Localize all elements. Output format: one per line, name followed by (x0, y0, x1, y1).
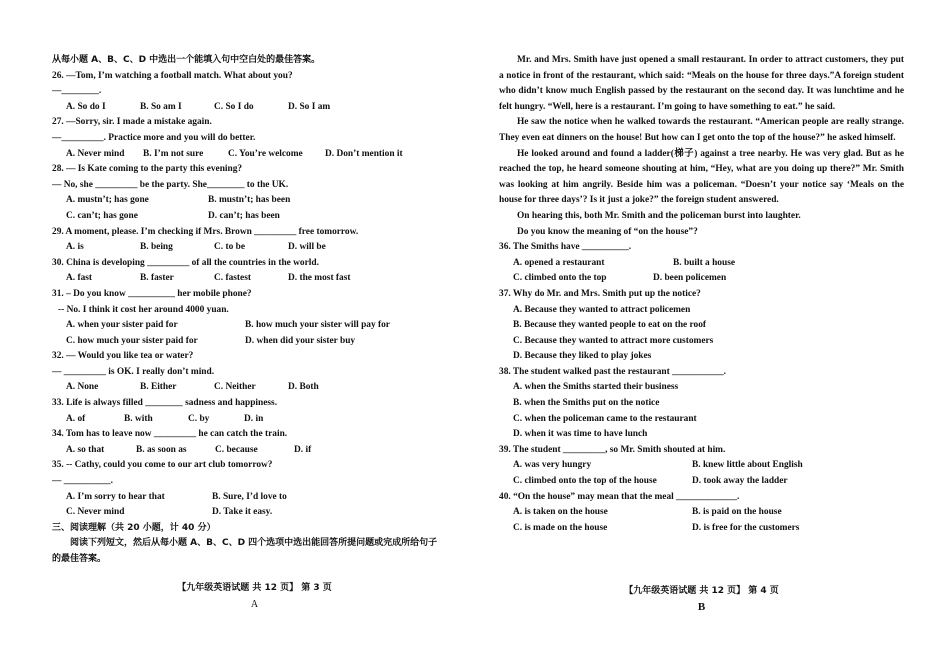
question-27-blank: —_________. Practice more and you will do better. (52, 132, 256, 143)
page-footer-4: 【九年级英语试题 共 12 页】 第 4 页 (624, 586, 779, 596)
question-40-options-row2 (499, 521, 904, 537)
question-35-stem: 35. -- Cathy, could you come to our art club tomorrow? (52, 460, 273, 471)
question-34-options (52, 443, 457, 459)
option-d: D. Because they liked to play jokes (513, 351, 652, 362)
question-36-stem: 36. The Smiths have __________. (499, 242, 632, 253)
option-c: C. by (188, 413, 210, 424)
option-c: C. because (215, 444, 258, 455)
option-b: B. knew little about English (692, 460, 803, 471)
option-d: D. took away the ladder (692, 476, 788, 487)
question-29-options (52, 240, 457, 256)
option-b: B. faster (140, 273, 174, 284)
question-27-options (52, 147, 457, 163)
question-39-options-row2 (499, 474, 904, 490)
question-36-options-row1 (499, 256, 904, 272)
option-c: C. is made on the house (513, 522, 608, 533)
question-37-stem: 37. Why do Mr. and Mrs. Smith put up the notice? (499, 288, 701, 299)
question-26-blank: —________. (52, 86, 102, 97)
question-39-stem: 39. The student _________, so Mr. Smith shouted at him. (499, 444, 726, 455)
question-28-line2: — No, she _________ be the party. She________ to the UK. (52, 179, 289, 190)
right-column (499, 53, 904, 536)
question-33-stem: 33. Life is always filled ________ sadness and happiness. (52, 398, 278, 409)
question-39-options-row1 (499, 458, 904, 474)
question-33-options (52, 412, 457, 428)
question-26-stem: 26. —Tom, I’m watching a football match. What about you? (52, 70, 293, 81)
question-35-options-row1 (52, 490, 457, 506)
option-a: A. is (66, 242, 84, 253)
question-30-stem: 30. China is developing _________ of all the countries in the world. (52, 257, 319, 268)
option-a: A. when the Smiths started their business (513, 382, 679, 393)
option-d: D. will be (288, 242, 326, 253)
option-b: B. mustn’t; has been (208, 195, 291, 206)
option-b: B. is paid on the house (692, 507, 782, 518)
option-a: A. I’m sorry to hear that (66, 491, 165, 502)
question-31-stem: 31. – Do you know __________ her mobile phone? (52, 288, 252, 299)
option-b: B. Sure, I’d love to (212, 491, 287, 502)
option-c: C. You’re welcome (228, 148, 303, 159)
option-a: A. was very hungry (513, 460, 592, 471)
option-b: B. Because they wanted people to eat on the roof (513, 320, 707, 331)
left-column (52, 53, 457, 568)
option-c: C. climbed onto the top (513, 273, 607, 284)
option-d: D. Take it easy. (212, 507, 273, 518)
option-d: D. is free for the customers (692, 522, 800, 533)
option-b: B. how much your sister will pay for (245, 320, 390, 331)
passage-paragraph-5: Do you know the meaning of “on the house”? (517, 226, 698, 237)
question-34-stem: 34. Tom has to leave now _________ he can catch the train. (52, 429, 288, 440)
option-c: C. fastest (214, 273, 251, 284)
option-d: D. when it was time to have lunch (513, 429, 648, 440)
option-c: C. how much your sister paid for (66, 335, 198, 346)
page-footer-3: 【九年级英语试题 共 12 页】 第 3 页 (177, 583, 332, 593)
option-d: D. if (294, 444, 312, 455)
option-d: D. can’t; has been (208, 210, 280, 221)
question-31-options-row1 (52, 318, 457, 334)
option-b: B. I’m not sure (143, 148, 204, 159)
option-c: C. climbed onto the top of the house (513, 476, 657, 487)
question-29-stem: 29. A moment, please. I’m checking if Mrs. Brown _________ free tomorrow. (52, 226, 359, 237)
option-c: C. Neither (214, 382, 256, 393)
option-d: D. been policemen (653, 273, 727, 284)
option-a: A. opened a restaurant (513, 257, 605, 268)
option-b: B. when the Smiths put on the notice (513, 398, 660, 409)
option-b: B. So am I (140, 101, 182, 112)
section-3-title: 三、阅读理解（共 20 小题，计 40 分） (52, 522, 216, 533)
right-footer (499, 584, 904, 615)
option-a: A. So do I (66, 101, 106, 112)
passage-paragraph-3: He looked around and found a ladder(梯子) against a tree nearby. He was very glad. But as he reached the top, he heard someone shouting at him, “Hey, what are you doing up there?” Mr. Smith was looking at him angrily. Beside him was a policeman. “Doesn’t your notice say ‘Meals on the house for three days’? Is it just a joke?” the foreign student answered. (499, 148, 904, 206)
left-footer (52, 581, 457, 612)
question-32-stem: 32. — Would you like tea or water? (52, 351, 194, 362)
question-30-options (52, 271, 457, 287)
option-d: D. Both (288, 382, 319, 393)
passage-paragraph-1: Mr. and Mrs. Smith have just opened a small restaurant. In order to attract customers, they put a notice in front of the restaurant, which said: “Meals on the house for three days.”A foreign student who didn’t know much English passed by the restaurant on the second day. It was lunchtime and he felt hungry. “Well, here is a restaurant. I’m going to have something to eat.” he said. (499, 55, 904, 112)
option-b: B. as soon as (136, 444, 187, 455)
option-d: D. the most fast (288, 273, 351, 284)
question-28-stem: 28. — Is Kate coming to the party this evening? (52, 164, 243, 175)
option-a: A. is taken on the house (513, 507, 608, 518)
question-28-options-row2 (52, 209, 457, 225)
option-a: A. mustn’t; has gone (66, 195, 149, 206)
option-d: D. So I am (288, 101, 331, 112)
option-a: A. Never mind (66, 148, 125, 159)
option-b: B. Either (140, 382, 177, 393)
question-36-options-row2 (499, 271, 904, 287)
page-letter-a: A (250, 598, 259, 610)
page-letter-b: B (697, 600, 706, 613)
question-35-blank: — __________. (52, 476, 113, 487)
section-3-instruction: 阅读下列短文，然后从每小题 A、B、C、D 四个选项中选出能回答所提问题或完成所给句子 (70, 538, 438, 549)
question-32-line2: — _________ is OK. I really don’t mind. (52, 366, 215, 377)
question-32-options (52, 380, 457, 396)
question-35-options-row2 (52, 505, 457, 521)
option-c: C. when the policeman came to the restaurant (513, 413, 697, 424)
question-40-stem: 40. “On the house” may mean that the meal _____________. (499, 491, 740, 502)
question-31-line2: -- No. I think it cost her around 4000 yuan. (58, 304, 229, 315)
passage-paragraph-2: He saw the notice when he walked towards the restaurant. “American people are really strange. They even eat dinners on the house! But how can I get onto the top of the house?” he asked himself. (499, 117, 904, 143)
option-d: D. when did your sister buy (245, 335, 356, 346)
question-28-options-row1 (52, 193, 457, 209)
section-3-instruction-cont: 的最佳答案。 (52, 554, 107, 564)
option-b: B. with (124, 413, 153, 424)
option-a: A. of (66, 413, 86, 424)
option-b: B. being (140, 242, 173, 253)
option-d: D. Don’t mention it (325, 148, 403, 159)
option-c: C. Because they wanted to attract more customers (513, 335, 714, 346)
question-26-options (52, 100, 457, 116)
option-c: C. to be (214, 242, 245, 253)
question-31-options-row2 (52, 334, 457, 350)
option-c: C. Never mind (66, 507, 125, 518)
question-38-stem: 38. The student walked past the restaurant ___________. (499, 366, 727, 377)
option-a: A. fast (66, 273, 93, 284)
option-b: B. built a house (673, 257, 735, 268)
question-40-options-row1 (499, 505, 904, 521)
section-instruction: 从每小题 A、B、C、D 中选出一个能填入句中空白处的最佳答案。 (52, 55, 321, 65)
passage-paragraph-4: On hearing this, both Mr. Smith and the policeman burst into laughter. (517, 210, 801, 221)
option-a: A. so that (66, 444, 105, 455)
option-a: A. when your sister paid for (66, 320, 178, 331)
option-a: A. Because they wanted to attract policemen (513, 304, 691, 315)
option-c: C. So I do (214, 101, 254, 112)
option-d: D. in (244, 413, 264, 424)
option-a: A. None (66, 382, 99, 393)
option-c: C. can’t; has gone (66, 210, 138, 221)
question-27-stem: 27. —Sorry, sir. I made a mistake again. (52, 117, 212, 128)
